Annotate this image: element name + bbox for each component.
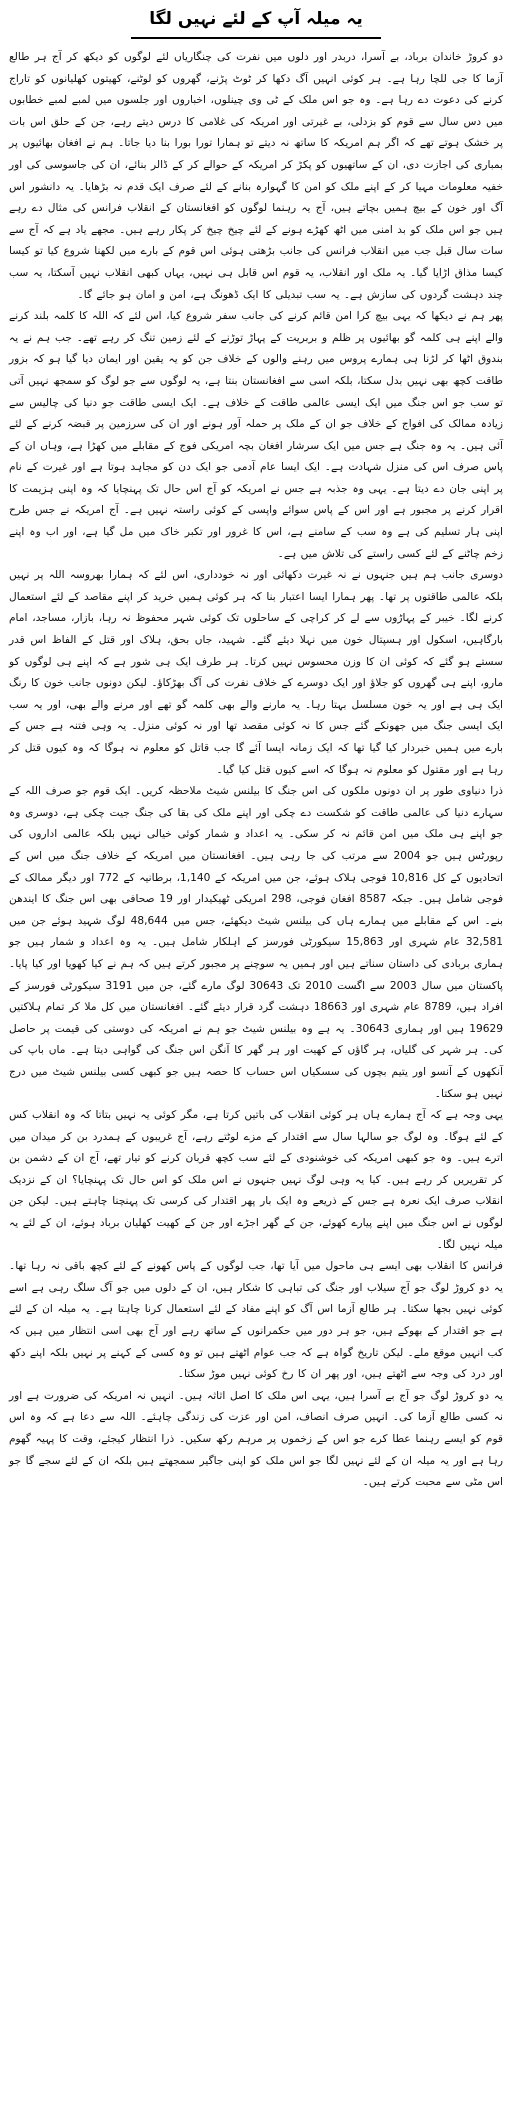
article-paragraph-6: یہی وجہ ہے کہ آج ہمارے ہاں ہر کوئی انقلاب کی باتیں کرتا ہے، مگر کوئی یہ نہیں بتاتا کہ وہ انقلاب کس کے لئے ہوگا۔ وہ لوگ جو سالہا سال سے اقتدار کے مزے لوٹتے رہے، آج غریبوں کے ہمدرد بن کر میدان میں اترے ہیں۔ وہ جو کبھی امریکہ کی خوشنودی کے لئے سب کچھ قربان کرنے کو تیار تھے، آج ان کے دشمن بن کر تقریریں کر رہے ہیں۔ کیا یہ وہی لوگ نہیں جنہوں نے اس ملک کو اس حال تک پہنچایا؟ ان کے نزدیک انقلاب صرف ایک نعرہ ہے جس کے ذریعے وہ ایک بار پھر اقتدار کی کرسی تک پہنچنا چاہتے ہیں۔ لیکن جن لوگوں نے اس جنگ میں اپنے پیارے کھوئے، جن کے گھر اجڑے اور جن کے کھیت کھلیان برباد ہوئے، ان کے لئے یہ میلہ نہیں لگا۔ bbox=[9, 1109, 503, 1251]
article-paragraph-5: پاکستان میں سال 2003 سے اگست 2010 تک 30643 لوگ مارے گئے، جن میں 3191 سیکورٹی فورسز کے افراد ہیں، 8789 عام شہری اور 18663 دہشت گرد قرار دیئے گئے۔ افغانستان میں کل ملا کر تمام ہلاکتیں 19629 ہیں اور ہماری 30643۔ یہ ہے وہ بیلنس شیٹ جو ہم نے امریکہ کی دوستی کی قیمت پر حاصل کی۔ ہر شہر کی گلیاں، ہر گاؤں کے کھیت اور ہر گھر کا آنگن اس جنگ کی گواہی دیتا ہے۔ ماں باپ کی آنکھوں کے آنسو اور یتیم بچوں کی سسکیاں اس حساب کا حصہ ہیں جو کبھی کسی بیلنس شیٹ میں درج نہیں ہو سکتا۔ bbox=[9, 979, 503, 1100]
article-body bbox=[9, 47, 503, 1494]
article-paragraph-2: پھر ہم نے دیکھا کہ یہی بیچ کرا امن قائم کرنے کی جانب سفر شروع کیا، اس لئے کہ اللہ کا کلمہ بلند کرنے والے اپنے ہی کلمہ گو بھائیوں پر ظلم و بربریت کے پہاڑ توڑنے کے لئے زمین تنگ کر رہے تھے۔ جب ہم نے یہ بندوق اٹھا کر لڑنا ہی ہمارے پروس میں رہنے والوں کے خلاف جن کو یہ یقین اور ایمان دیا گیا ہو کہ بزور طاقت کچھ بھی نہیں بدل سکتا، بلکہ اسی سے افغانستان بنتا ہے، یہ لوگوں سے جو لوگ کو سمجھ نہیں آتی تو سب جو اس جنگ میں ایک ایسی عالمی طاقت کے خلاف ہے۔ ایک ایسی طاقت جو دنیا کی چالیس سے زیادہ ممالک کی افواج کے خلاف جو ان کے ملک پر حملہ آور ہونے اور ان کی سرزمین پر قبضہ کرنے کے لئے آئی ہیں۔ یہ وہ جنگ ہے جس میں ایک سرشار افغان بچہ امریکی فوج کے مقابلے میں کھڑا ہے، وہاں ان کے پاس صرف اس کی منزل شہادت ہے۔ ایک ایسا عام آدمی جو ایک دن کو مجاہد ہوتا ہے اور غیرت کے نام پر اپنی جان دے دیتا ہے۔ یہی وہ جذبہ ہے جس نے امریکہ کو آج اس حال تک پہنچایا کہ وہ اپنی ہزیمت کا اقرار کرنے پر مجبور ہے اور اس کے پاس سوائے واپسی کے کوئی راستہ نہیں ہے۔ آج امریکہ نے جس طرح اپنی ہار تسلیم کی ہے وہ سب کے سامنے ہے، اس کا غرور اور تکبر خاک میں مل گیا ہے، اور اب وہ اپنے زخم چاٹنے کے لئے کسی راستے کی تلاش میں ہے۔ bbox=[9, 310, 503, 560]
article-paragraph-4: ذرا دنیاوی طور پر ان دونوں ملکوں کی اس جنگ کا بیلنس شیٹ ملاحظہ کریں۔ ایک قوم جو صرف اللہ کے سہارے دنیا کی عالمی طاقت کو شکست دے چکی اور اپنے ملک کی بقا کی جنگ جیت چکی ہے، دوسری وہ جو اپنے ہی ملک میں امن قائم نہ کر سکی۔ یہ اعداد و شمار کوئی خیالی نہیں بلکہ عالمی اداروں کی رپورٹس ہیں جو 2004 سے مرتب کی جا رہی ہیں۔ افغانستان میں امریکہ کے خلاف جنگ میں اس کے اتحادیوں کے کل 10,816 فوجی ہلاک ہوئے، جن میں امریکہ کے 1,140، برطانیہ کے 772 اور دیگر ممالک کے فوجی شامل ہیں۔ جبکہ 8587 افغان فوجی، 298 امریکی ٹھیکیدار اور 19 صحافی بھی اس جنگ کا ایندھن بنے۔ اس کے مقابلے میں ہمارے ہاں کی بیلنس شیٹ دیکھئے، جس میں 48,644 لوگ شہید ہوئے جن میں 32,581 عام شہری اور 15,863 سیکورٹی فورسز کے اہلکار شامل ہیں۔ یہ وہ اعداد و شمار ہیں جو ہماری بربادی کی داستان سناتے ہیں اور ہمیں یہ سوچنے پر مجبور کرتے ہیں کہ ہم نے کیا کھویا اور کیا پایا۔ bbox=[9, 785, 504, 970]
article-title: یہ میلہ آپ کے لئے نہیں لگا bbox=[131, 6, 381, 39]
article-paragraph-8: یہ دو کروڑ لوگ جو آج بے آسرا ہیں، یہی اس ملک کا اصل اثاثہ ہیں۔ انہیں نہ امریکہ کی ضرورت ہے اور نہ کسی طالع آزما کی۔ انہیں صرف انصاف، امن اور عزت کی زندگی چاہئے۔ اللہ سے دعا ہے کہ وہ اس قوم کو ایسے رہنما عطا کرے جو اس کے زخموں پر مرہم رکھ سکیں۔ ذرا انتظار کیجئے، وقت کا پہیہ گھوم رہا ہے اور یہ میلہ ان کے لئے نہیں لگا جو اس ملک کو اپنی جاگیر سمجھتے ہیں بلکہ ان کے لئے سجے گا جو اس مٹی سے محبت کرتے ہیں۔ bbox=[9, 1389, 503, 1489]
article-paragraph-1: دو کروڑ خاندان برباد، بے آسرا، دربدر اور دلوں میں نفرت کی چنگاریاں لئے لوگوں کو دیکھ کر آج ہر طالع آزما کا جی للچا رہا ہے۔ ہر کوئی انہیں آگ دکھا کر ٹوٹ پڑنے، گھروں کو لوٹنے، کھیتوں کھلیانوں کو تاراج کرنے کی دعوت دے رہا ہے۔ وہ جو اس ملک کے ٹی وی چینلوں، اخباروں اور جلسوں میں لمبے لمبے خطابوں میں دس سال سے قوم کو بزدلی، بے غیرتی اور امریکہ کی غلامی کا درس دیتے رہے، جن کے حلق اس بات پر خشک ہوتے تھے کہ اگر ہم امریکہ کا ساتھ نہ دیتے تو ہمارا تورا بورا بنا دیا جاتا۔ ہم نے افغان بھائیوں پر بمباری کی اجازت دی، ان کے ساتھیوں کو پکڑ کر امریکہ کے حوالے کر کے ڈالر بنائے، ان کی جاسوسی کی اور خفیہ معلومات مہیا کر کے اپنے ملک کو امن کا گہوارہ بنانے کے لئے صرف ایک قدم نہ بڑھایا۔ یہ دانشور اس آگ اور خون کے بیچ ہمیں بچاتے ہیں، آج یہ رہنما لوگوں کو افغانستان کے انقلاب فرانس کی مثال دے رہے ہیں جو اس ملک کو بد امنی میں اٹھ کھڑے ہونے کے لئے چیخ چیخ کر پکار رہے ہیں۔ مجھے یاد ہے کہ آج سے سات سال قبل جب میں انقلاب فرانس کی جانب بڑھتی ہوئی اس قوم کے بارے میں لکھنا شروع کیا تو کیسا کیسا مذاق اڑایا گیا۔ یہ ملک اور انقلاب، یہ قوم اس قابل ہی نہیں، یہاں کبھی انقلاب نہیں آسکتا، یہ سب چند دہشت گردوں کی سازش ہے۔ یہ سب تبدیلی کا ایک ڈھونگ ہے، امن و امان ہو جائے گا۔ bbox=[9, 51, 503, 301]
article-paragraph-3: دوسری جانب ہم ہیں جنہوں نے نہ غیرت دکھائی اور نہ خودداری، اس لئے کہ ہمارا بھروسہ اللہ پر نہیں بلکہ عالمی طاقتوں پر تھا۔ پھر ہمارا ایسا اعتبار بنا کہ ہر کوئی ہمیں خرید کر اپنے مقاصد کے لئے استعمال کرنے لگا۔ خیبر کے پہاڑوں سے لے کر کراچی کے ساحلوں تک کوئی شہر محفوظ نہ رہا، بازار، مساجد، امام بارگاہیں، اسکول اور ہسپتال خون میں نہلا دیئے گئے۔ شہید، جاں بحق، ہلاک اور قتل کے الفاظ اس قدر سستے ہو گئے کہ کوئی ان کا وزن محسوس نہیں کرتا۔ ہر طرف ایک ہی شور ہے کہ اپنے ہی لوگوں کو مارو، اپنے ہی گھروں کو جلاؤ اور ایک دوسرے کے خلاف نفرت کی آگ بھڑکاؤ۔ لیکن دونوں جانب خون کا رنگ ایک ہی ہے اور یہ خون مسلسل بہتا رہا۔ یہ مارنے والے بھی کلمہ گو تھے اور مرنے والے بھی، اور یہ سب ایک ایسی جنگ میں جھونکے گئے جس کا نہ کوئی مقصد تھا اور نہ کوئی منزل۔ یہ وہی فتنہ ہے جس کے بارے میں ہمیں خبردار کیا گیا تھا کہ ایک زمانہ ایسا آئے گا جب قاتل کو معلوم نہ ہوگا کہ وہ کیوں قتل کر رہا ہے اور مقتول کو معلوم نہ ہوگا کہ اسے کیوں قتل کیا گیا۔ bbox=[9, 569, 503, 776]
article-paragraph-7: فرانس کا انقلاب بھی ایسے ہی ماحول میں آیا تھا، جب لوگوں کے پاس کھونے کے لئے کچھ باقی نہ رہا تھا۔ یہ دو کروڑ لوگ جو آج سیلاب اور جنگ کی تباہی کا شکار ہیں، ان کے دلوں میں جو آگ سلگ رہی ہے اسے کوئی نہیں بجھا سکتا۔ ہر طالع آزما اس آگ کو اپنے مفاد کے لئے استعمال کرنا چاہتا ہے۔ یہ میلہ ان کے لئے ہے جو اقتدار کے بھوکے ہیں، جو ہر دور میں حکمرانوں کے ساتھ رہے اور آج بھی اسی انتظار میں ہیں کہ کب انہیں موقع ملے۔ لیکن تاریخ گواہ ہے کہ جب عوام اٹھتے ہیں تو وہ کسی کے کہنے پر نہیں بلکہ اپنے دکھ اور درد کی وجہ سے اٹھتے ہیں، اور پھر ان کا رخ کوئی نہیں موڑ سکتا۔ bbox=[9, 1260, 503, 1381]
article-header bbox=[9, 4, 503, 39]
